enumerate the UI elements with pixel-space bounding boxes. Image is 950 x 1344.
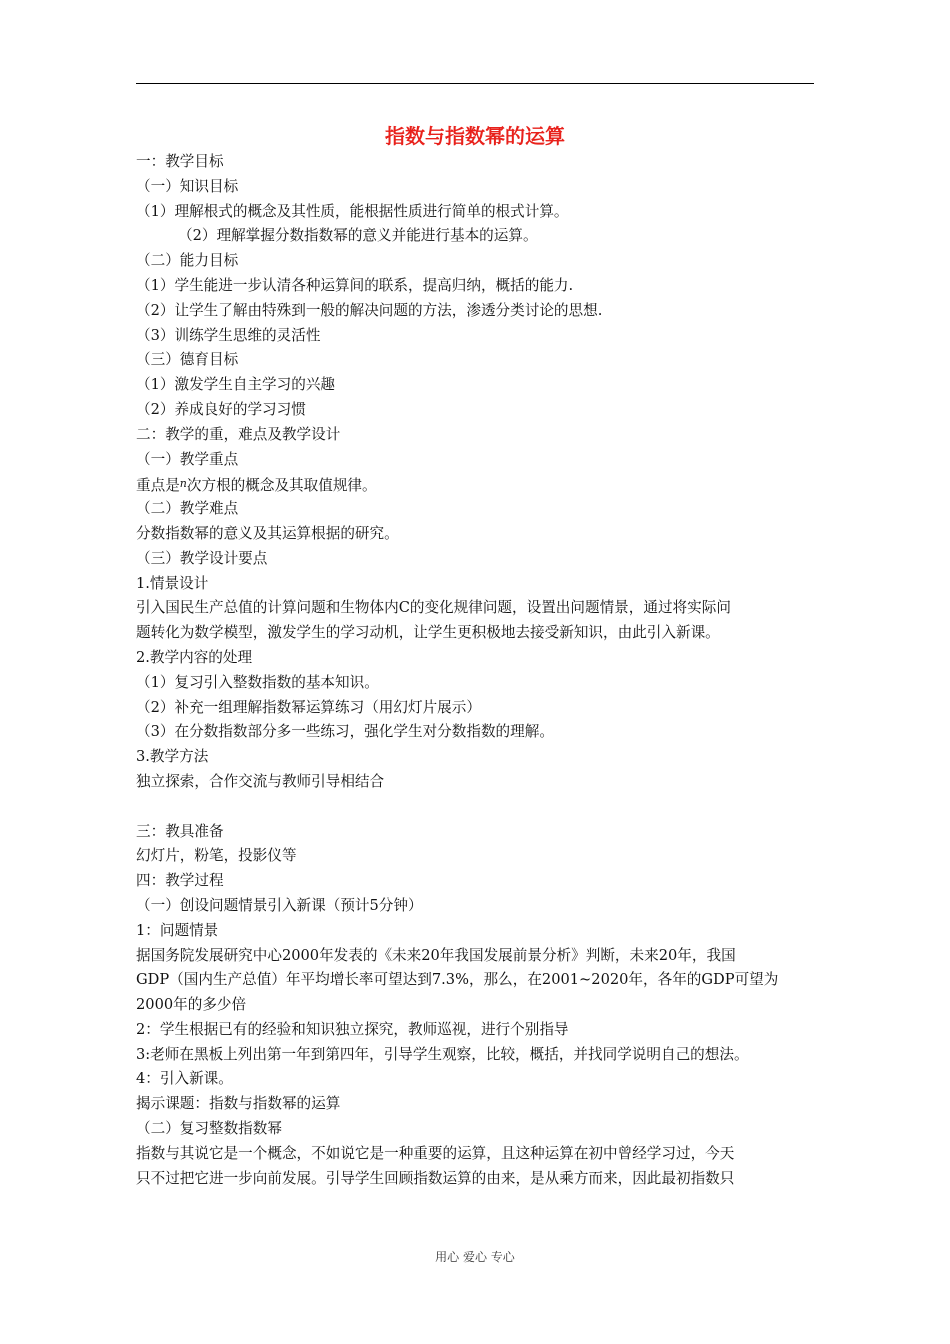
list-item: （2）补充一组理解指数幂运算练习（用幻灯片展示） bbox=[136, 698, 481, 716]
list-item: （2）理解掌握分数指数幂的意义并能进行基本的运算。 bbox=[178, 227, 538, 245]
list-item: （2）养成良好的学习习惯 bbox=[136, 400, 306, 418]
key-point-suffix: 次方根的概念及其取值规律。 bbox=[186, 477, 377, 495]
list-item: （3）训练学生思维的灵活性 bbox=[136, 326, 321, 344]
list-item: （1）复习引入整数指数的基本知识。 bbox=[136, 673, 379, 691]
section-heading: 一：教学目标 bbox=[136, 153, 224, 170]
paragraph-line: 4：引入新课。 bbox=[136, 1070, 233, 1088]
paragraph-line: 分数指数幂的意义及其运算根据的研究。 bbox=[136, 524, 399, 542]
subsection-heading: （二）复习整数指数幂 bbox=[136, 1120, 282, 1138]
key-point-line bbox=[136, 472, 816, 497]
list-item: （2）让学生了解由特殊到一般的解决问题的方法，渗透分类讨论的思想. bbox=[136, 301, 603, 319]
subsection-heading: （三）德育目标 bbox=[136, 351, 239, 369]
subsection-heading: （一）创设问题情景引入新课（预计5分钟） bbox=[136, 896, 423, 914]
paragraph-line: 幻灯片，粉笔，投影仪等 bbox=[136, 847, 297, 865]
paragraph-line: 3:老师在黑板上列出第一年到第四年，引导学生观察，比较，概括，并找同学说明自己的想法。 bbox=[136, 1045, 749, 1063]
numbered-heading: 1：问题情景 bbox=[136, 921, 219, 939]
list-item: （1）理解根式的概念及其性质，能根据性质进行简单的根式计算。 bbox=[136, 202, 569, 220]
subsection-heading: （二）教学难点 bbox=[136, 500, 239, 518]
subsection-heading: （一）教学重点 bbox=[136, 450, 239, 468]
paragraph-line: 据国务院发展研究中心2000年发表的《未来20年我国发展前景分析》判断，未来20年，我国 bbox=[136, 946, 736, 964]
paragraph-line: 独立探索，合作交流与教师引导相结合 bbox=[136, 772, 385, 790]
page-footer: 用心 爱心 专心 bbox=[435, 1250, 515, 1264]
paragraph-line: 2000年的多少倍 bbox=[136, 996, 247, 1014]
paragraph-line: 揭示课题：指数与指数幂的运算 bbox=[136, 1095, 341, 1113]
subsection-heading: （二）能力目标 bbox=[136, 252, 239, 270]
paragraph-line: GDP（国内生产总值）年平均增长率可望达到7.3%，那么，在2001~2020年，各年的GDP可望为 bbox=[136, 971, 779, 989]
numbered-heading: 3.教学方法 bbox=[136, 748, 209, 766]
section-heading: 三：教具准备 bbox=[136, 822, 224, 840]
subsection-heading: （一）知识目标 bbox=[136, 177, 239, 195]
list-item: （1）激发学生自主学习的兴趣 bbox=[136, 376, 336, 394]
section-heading: 四：教学过程 bbox=[136, 872, 224, 890]
blank-line bbox=[136, 795, 816, 820]
header-rule bbox=[136, 83, 814, 84]
paragraph-line: 指数与其说它是一个概念，不如说它是一种重要的运算，且这种运算在初中曾经学习过，今天 bbox=[136, 1144, 735, 1162]
paragraph-line: 2：学生根据已有的经验和知识独立探究，教师巡视，进行个别指导 bbox=[136, 1020, 569, 1038]
list-item: （3）在分数指数部分多一些练习，强化学生对分数指数的理解。 bbox=[136, 723, 554, 741]
numbered-heading: 1.情景设计 bbox=[136, 574, 209, 592]
math-variable-n: n bbox=[179, 477, 187, 491]
section-heading: 二：教学的重，难点及教学设计 bbox=[136, 425, 341, 443]
subsection-heading: （三）教学设计要点 bbox=[136, 549, 268, 567]
document-title: 指数与指数幂的运算 bbox=[385, 124, 565, 148]
document-body bbox=[136, 150, 816, 1191]
paragraph-line: 引入国民生产总值的计算问题和生物体内C的变化规律问题，设置出问题情景，通过将实际问 bbox=[136, 599, 731, 617]
paragraph-line: 只不过把它进一步向前发展。引导学生回顾指数运算的由来，是从乘方而来，因此最初指数只 bbox=[136, 1169, 735, 1187]
key-point-prefix: 重点是 bbox=[136, 477, 180, 495]
numbered-heading: 2.教学内容的处理 bbox=[136, 648, 253, 666]
list-item: （1）学生能进一步认清各种运算间的联系，提高归纳，概括的能力. bbox=[136, 276, 574, 294]
paragraph-line: 题转化为数学模型，激发学生的学习动机，让学生更积极地去接受新知识，由此引入新课。 bbox=[136, 624, 720, 642]
